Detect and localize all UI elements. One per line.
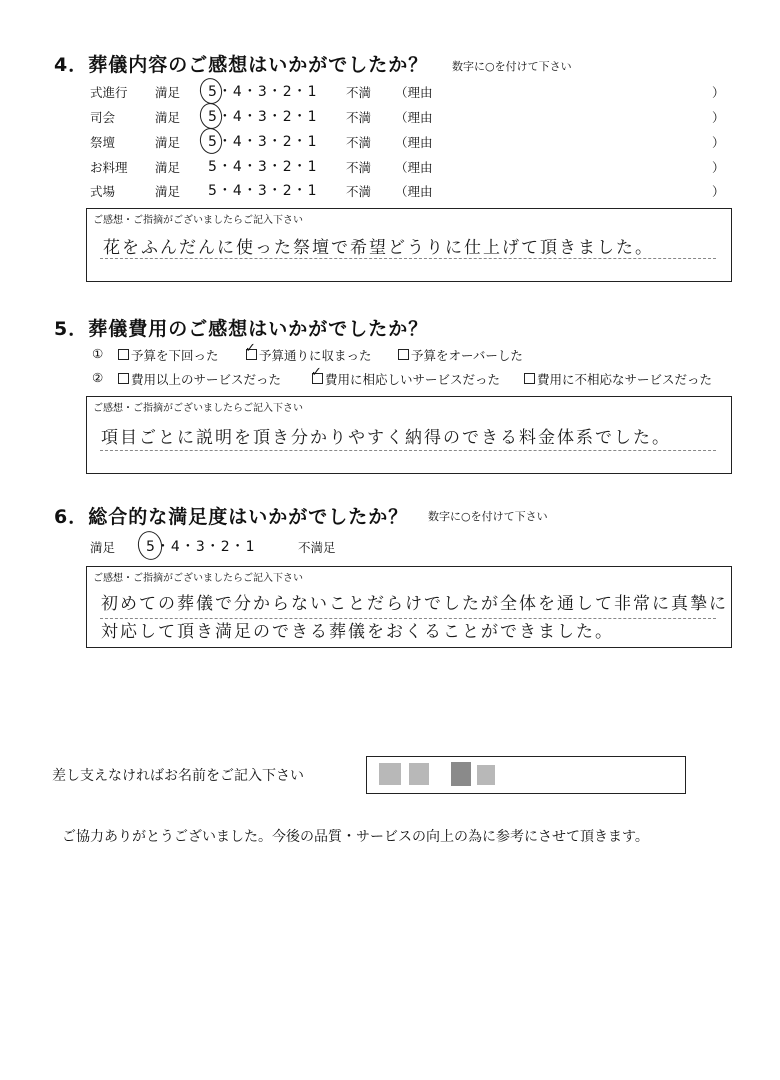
q5-comment-box[interactable] (86, 396, 732, 474)
reason-label: （理由 (395, 135, 433, 150)
q5-title: 5．葬儀費用のご感想はいかがでしたか？ (54, 318, 429, 340)
q5-option[interactable]: 予算を下回った (118, 346, 219, 364)
q5-comment-text: 項目ごとに説明を頂き分かりやすく納得のできる料金体系でした。 (101, 428, 671, 448)
satisfied-label: 満足 (155, 110, 181, 125)
rating-scale[interactable]: 5・4・3・2・1 (208, 109, 318, 125)
dissatisfied-label: 不満 (346, 184, 372, 199)
checkbox[interactable] (118, 373, 129, 384)
row-label: 式場 (90, 184, 116, 199)
q5-option-checked[interactable]: 予算通りに収まった (246, 346, 372, 364)
dissatisfied-label: 不満 (346, 160, 372, 175)
dissatisfied-label: 不満 (346, 135, 372, 150)
reason-close: ） (712, 160, 725, 175)
selected-rating-circle (135, 529, 165, 562)
reason-label: （理由 (395, 184, 433, 199)
reason-label: （理由 (395, 110, 433, 125)
comment-rule (100, 450, 716, 451)
name-prompt: 差し支えなければお名前をご記入下さい (52, 768, 304, 784)
dissatisfied-label: 不満 (346, 110, 372, 125)
satisfied-label: 満足 (155, 135, 181, 150)
row-label: お料理 (90, 160, 128, 175)
thanks-text: ご協力ありがとうございました。今後の品質・サービスの向上の為に参考にさせて頂きます。 (62, 829, 649, 845)
row-label: 司会 (90, 110, 116, 125)
q5-option[interactable]: 費用以上のサービスだった (118, 370, 281, 388)
q4-comment-text: 花をふんだんに使った祭壇で希望どうりに仕上げて頂きました。 (103, 238, 654, 258)
q4-comment-box[interactable] (86, 208, 732, 282)
name-field[interactable] (366, 756, 686, 794)
reason-label: （理由 (395, 85, 433, 100)
satisfied-label: 満足 (155, 184, 181, 199)
q6-comment-box[interactable] (86, 566, 732, 648)
q5-group1-number: ① (92, 346, 104, 361)
q4-note: 数字に○を付けて下さい (452, 60, 572, 73)
row-label: 式進行 (90, 85, 128, 100)
reason-close: ） (712, 110, 725, 125)
rating-scale[interactable]: 5・4・3・2・1 (146, 539, 256, 555)
q5-option-checked[interactable]: 費用に相応しいサービスだった (312, 370, 500, 388)
q6-title: 6．総合的な満足度はいかがでしたか？ (54, 506, 409, 528)
q5-group2-number: ② (92, 370, 104, 385)
rating-scale[interactable]: 5・4・3・2・1 (208, 183, 318, 199)
checkbox[interactable] (118, 349, 129, 360)
q6-comment-line-1: 初めての葬儀で分からないことだらけでしたが全体を通して非常に真摯に (101, 594, 728, 614)
redacted-name (409, 763, 429, 785)
checkbox[interactable] (524, 373, 535, 384)
comment-rule (100, 618, 716, 619)
dissatisfied-label: 不満 (346, 85, 372, 100)
satisfied-label: 満足 (155, 160, 181, 175)
q6-comment-line-2: 対応して頂き満足のできる葬儀をおくることができました。 (101, 622, 614, 642)
checkbox[interactable] (398, 349, 409, 360)
rating-scale[interactable]: 5・4・3・2・1 (208, 84, 318, 100)
redacted-name (379, 763, 401, 785)
satisfied-label: 満足 (90, 540, 116, 555)
redacted-name (451, 762, 471, 786)
q4-title: 4．葬儀内容のご感想はいかがでしたか？ (54, 54, 429, 76)
reason-label: （理由 (395, 160, 433, 175)
check-mark-icon: ✓ (245, 341, 256, 356)
q6-note: 数字に○を付けて下さい (428, 510, 548, 523)
dissatisfied-label: 不満足 (298, 540, 336, 555)
check-mark-icon: ✓ (311, 365, 322, 380)
satisfied-label: 満足 (155, 85, 181, 100)
comment-rule (100, 258, 716, 259)
reason-close: ） (712, 184, 725, 199)
comment-box-label: ご感想・ご指摘がございましたらご記入下さい (93, 573, 303, 584)
q5-option[interactable]: 予算をオーバーした (398, 346, 523, 364)
q5-option[interactable]: 費用に不相応なサービスだった (524, 370, 712, 388)
rating-scale[interactable]: 5・4・3・2・1 (208, 134, 318, 150)
comment-box-label: ご感想・ご指摘がございましたらご記入下さい (93, 215, 303, 226)
reason-close: ） (712, 85, 725, 100)
reason-close: ） (712, 135, 725, 150)
comment-box-label: ご感想・ご指摘がございましたらご記入下さい (93, 403, 303, 414)
row-label: 祭壇 (90, 135, 116, 150)
redacted-name (477, 765, 495, 785)
rating-scale[interactable]: 5・4・3・2・1 (208, 159, 318, 175)
